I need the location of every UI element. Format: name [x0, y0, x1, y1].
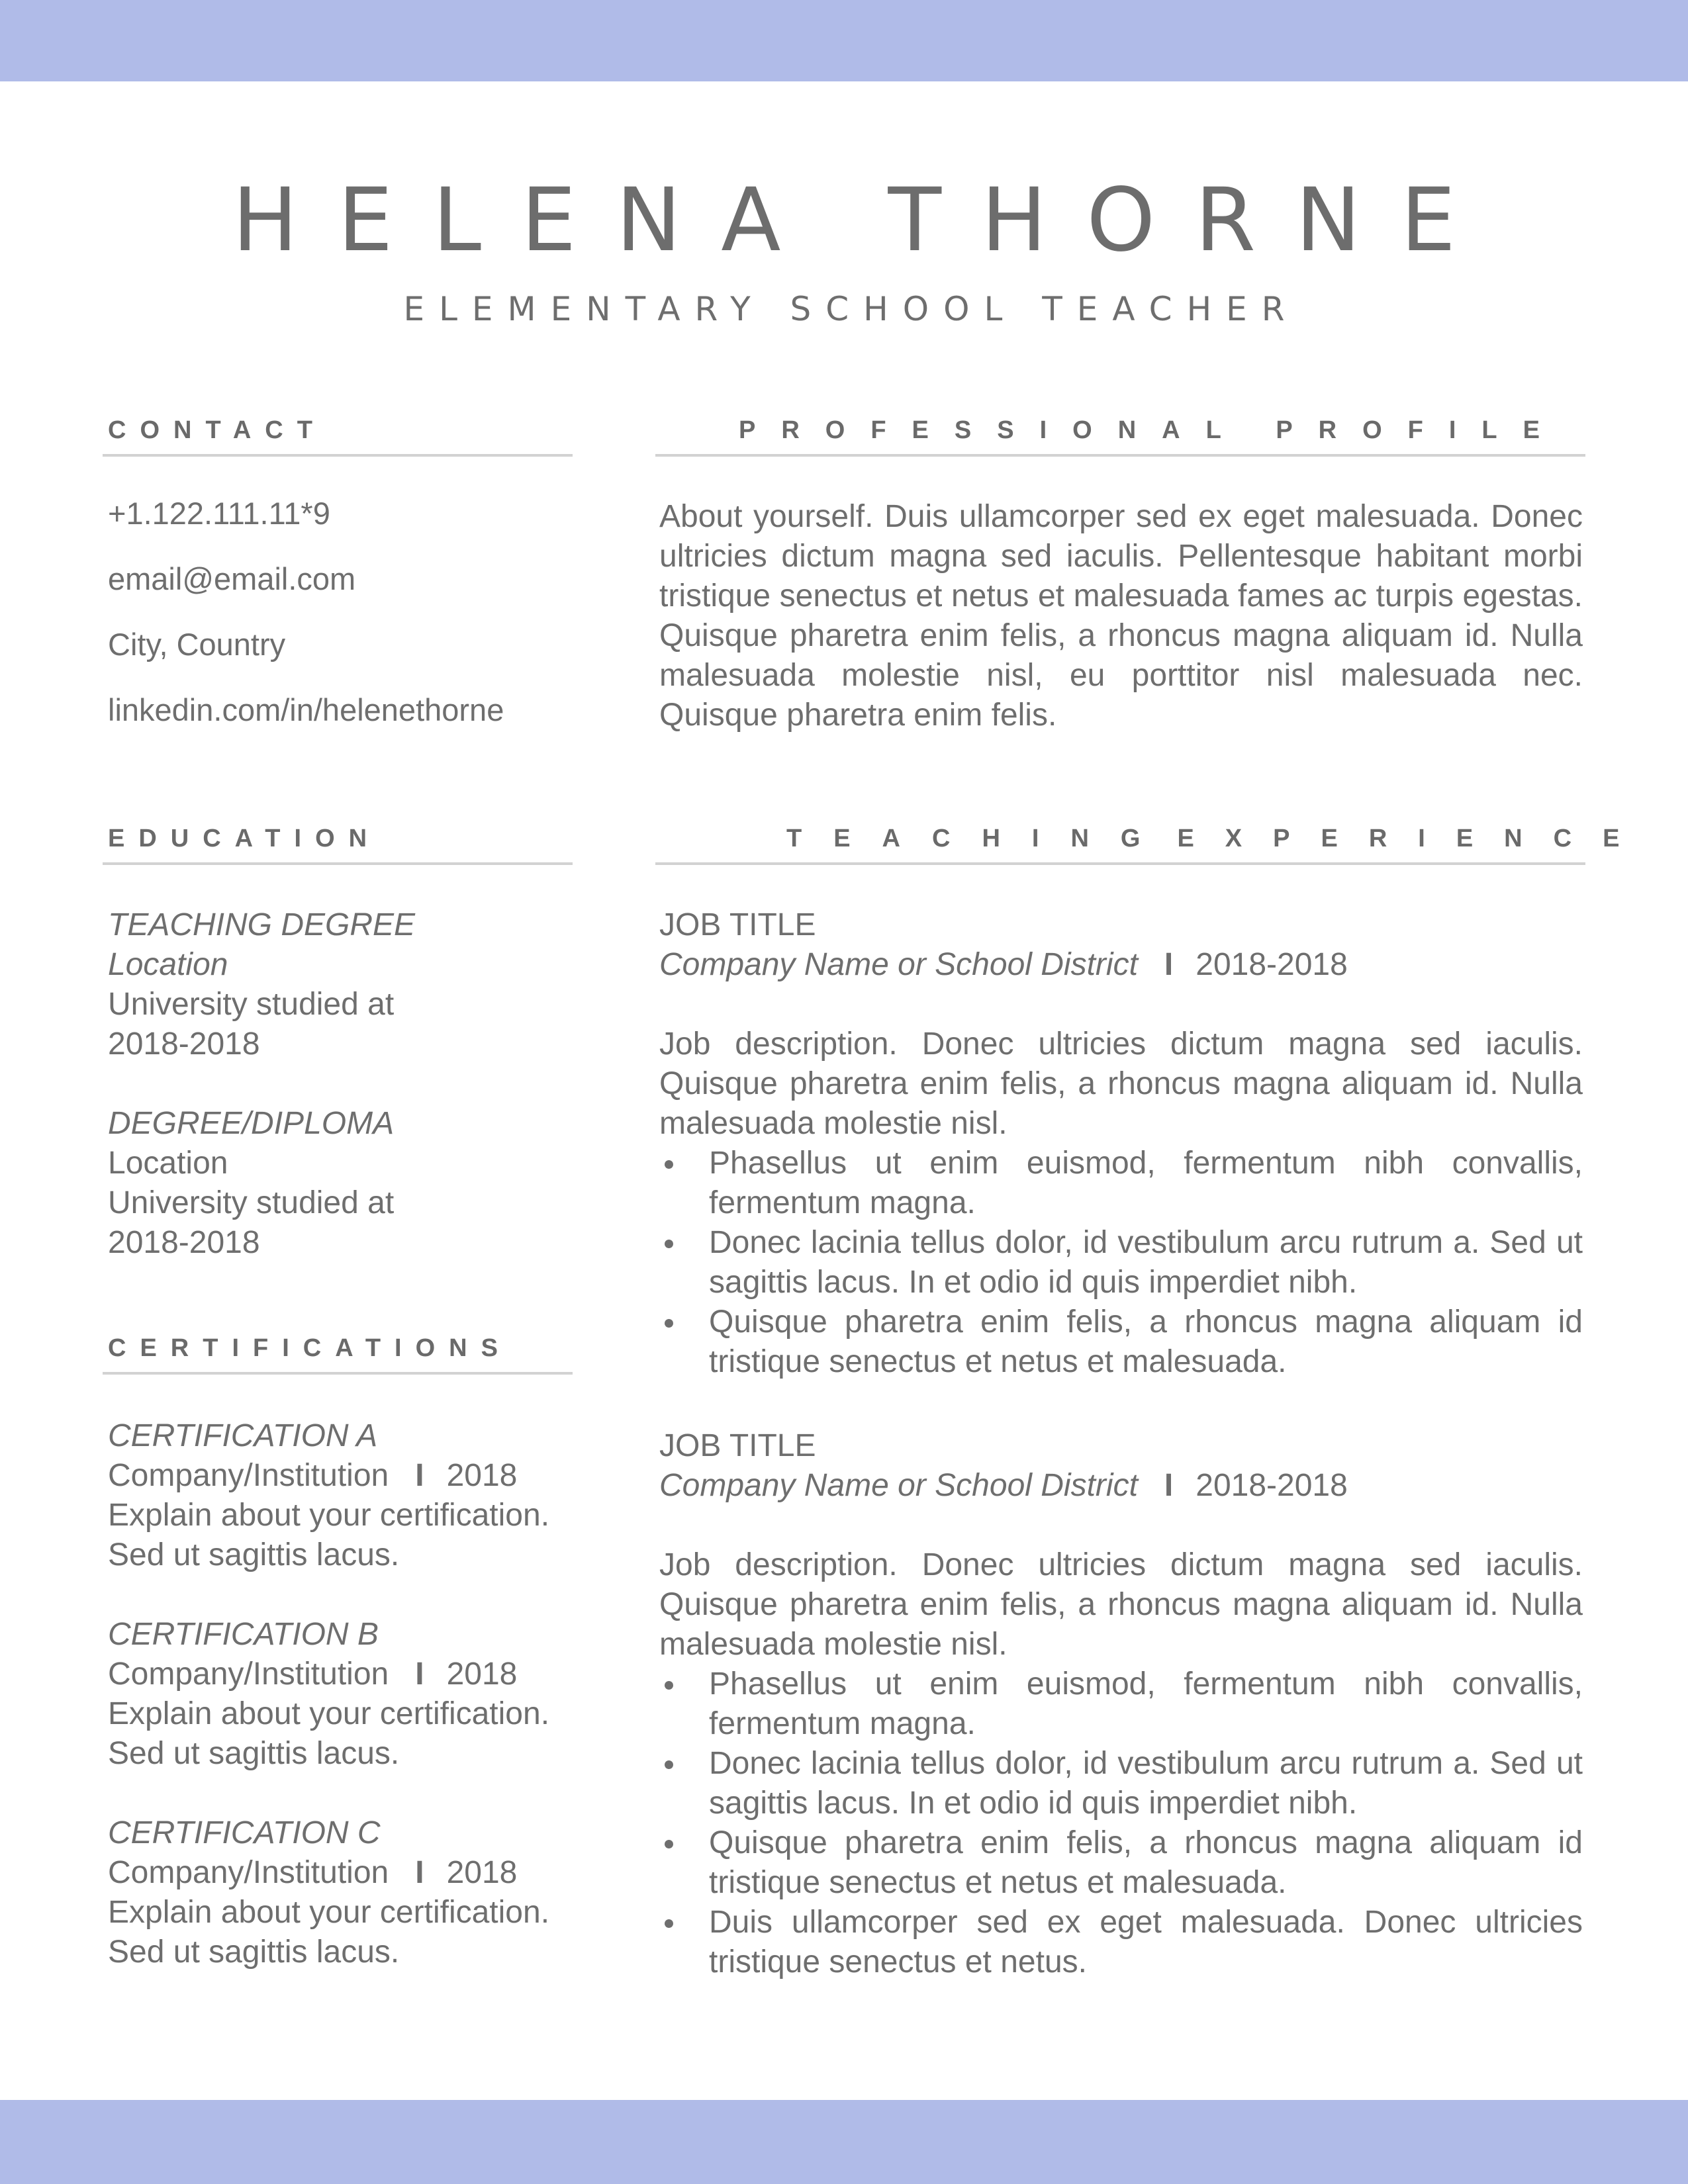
job-bullet: Phasellus ut enim euismod, fermentum nibh convallis, fermentum magna.: [659, 1664, 1583, 1744]
job-years: 2018-2018: [1196, 1468, 1348, 1503]
separator: I: [1164, 947, 1174, 982]
certification-description: Explain about your certification.: [108, 1696, 550, 1731]
bottom-color-band: [0, 2100, 1688, 2184]
contact-email: email@email.com: [108, 561, 356, 596]
certification-description: Explain about your certification.: [108, 1895, 550, 1930]
separator: I: [415, 1657, 424, 1692]
certification-entry: [108, 1615, 571, 1774]
certification-institution: Company/Institution: [108, 1657, 389, 1692]
certification-description: Sed ut sagittis lacus.: [108, 1736, 400, 1771]
certification-name: CERTIFICATION A: [108, 1418, 378, 1453]
job-bullets: [659, 1144, 1583, 1382]
certification-description: Sed ut sagittis lacus.: [108, 1537, 400, 1572]
job-description: Job description. Donec ultricies dictum magna sed iaculis. Quisque pharetra enim felis, a rhoncus magna aliquam id. Nulla malesuada molestie nisl.: [659, 1547, 1583, 1662]
experience-heading-word: EXPERIENCE: [1177, 825, 1651, 852]
profile-heading-word: PROFESSIONAL: [739, 416, 1247, 444]
education-university: University studied at: [108, 987, 395, 1022]
certification-name: CERTIFICATION B: [108, 1617, 379, 1652]
job-bullets: [659, 1664, 1583, 1982]
job-bullet: Phasellus ut enim euismod, fermentum nibh convallis, fermentum magna.: [659, 1144, 1583, 1223]
job-meta: [659, 1466, 1583, 1506]
contact-phone: +1.122.111.11*9: [108, 496, 330, 531]
profile-heading-word: PROFILE: [1276, 416, 1566, 444]
profile-text: About yourself. Duis ullamcorper sed ex eget malesuada. Donec ultricies dictum magna sed iaculis. Pellentesque habitant morbi tristique senectus et netus et malesuada fames ac turpis egestas. Quisque pharetra enim felis, a rhoncus magna aliquam id. Nulla malesuada molestie nisl, eu porttitor nisl malesuada nec. Quisque pharetra enim felis.: [659, 499, 1583, 733]
education-location: Location: [108, 947, 228, 982]
education-years: 2018-2018: [108, 1225, 260, 1260]
job-bullet: Donec lacinia tellus dolor, id vestibulum arcu rutrum a. Sed ut sagittis lacus. In et odio id quis imperdiet nibh.: [659, 1744, 1583, 1823]
candidate-title: ELEMENTARY SCHOOL TEACHER: [403, 290, 1299, 328]
certifications-heading: CERTIFICATIONS: [103, 1335, 573, 1375]
education-degree: DEGREE/DIPLOMA: [108, 1106, 395, 1141]
certification-year: 2018: [446, 1458, 518, 1493]
job-title: JOB TITLE: [659, 1428, 816, 1463]
job-title: JOB TITLE: [659, 907, 816, 942]
experience-heading: [655, 825, 1651, 865]
job-years: 2018-2018: [1196, 947, 1348, 982]
top-color-band: [0, 0, 1688, 81]
certification-entry: [108, 1813, 571, 1972]
experience-heading-word: TEACHING: [786, 825, 1172, 852]
job-entry: [659, 905, 1583, 1382]
left-column: [103, 417, 573, 2071]
separator: I: [1164, 1468, 1174, 1503]
contact-list: [108, 480, 571, 743]
contact-heading: CONTACT: [103, 417, 573, 457]
certification-institution-line: [108, 1853, 571, 1893]
certification-institution-line: [108, 1655, 571, 1694]
job-bullet: Donec lacinia tellus dolor, id vestibulum arcu rutrum a. Sed ut sagittis lacus. In et odio id quis imperdiet nibh.: [659, 1223, 1583, 1302]
education-list: [108, 905, 571, 1263]
contact-linkedin: linkedin.com/in/helenethorne: [108, 692, 504, 727]
certification-year: 2018: [446, 1855, 518, 1890]
job-description: Job description. Donec ultricies dictum magna sed iaculis. Quisque pharetra enim felis, a rhoncus magna aliquam id. Nulla malesuada molestie nisl.: [659, 1026, 1583, 1141]
job-meta: [659, 945, 1583, 985]
job-bullet: Quisque pharetra enim felis, a rhoncus magna aliquam id tristique senectus et netus et malesuada.: [659, 1302, 1583, 1382]
separator: I: [415, 1458, 424, 1493]
right-column: [655, 416, 1651, 2071]
education-university: University studied at: [108, 1185, 395, 1220]
certification-name: CERTIFICATION C: [108, 1815, 381, 1850]
certification-institution: Company/Institution: [108, 1855, 389, 1890]
certification-entry: [108, 1416, 571, 1575]
contact-location: City, Country: [108, 627, 286, 662]
candidate-name: HELENA THORNE: [232, 169, 1496, 271]
education-location: Location: [108, 1146, 228, 1181]
education-heading: EDUCATION: [103, 825, 573, 865]
certification-year: 2018: [446, 1657, 518, 1692]
education-years: 2018-2018: [108, 1026, 260, 1062]
job-company: Company Name or School District: [659, 1468, 1138, 1503]
job-entry: [659, 1426, 1583, 1982]
education-degree: TEACHING DEGREE: [108, 907, 416, 942]
education-entry: [108, 905, 571, 1064]
job-company: Company Name or School District: [659, 947, 1138, 982]
certifications-list: [108, 1416, 571, 1972]
certification-description: Explain about your certification.: [108, 1498, 550, 1533]
profile-heading: [655, 417, 1585, 457]
job-bullet: Duis ullamcorper sed ex eget malesuada. Donec ultricies tristique senectus et netus.: [659, 1903, 1583, 1982]
separator: I: [415, 1855, 424, 1890]
education-entry: [108, 1104, 571, 1263]
job-bullet: Quisque pharetra enim felis, a rhoncus magna aliquam id tristique senectus et netus et malesuada.: [659, 1823, 1583, 1903]
certification-description: Sed ut sagittis lacus.: [108, 1934, 400, 1970]
certification-institution-line: [108, 1456, 571, 1496]
certification-institution: Company/Institution: [108, 1458, 389, 1493]
